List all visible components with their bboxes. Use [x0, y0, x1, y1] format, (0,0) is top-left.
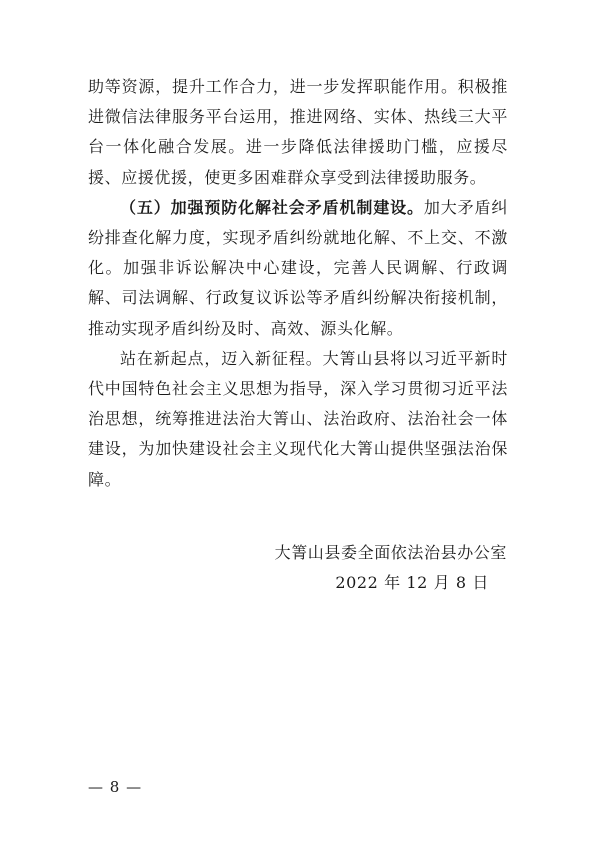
paragraph-2	[88, 193, 508, 344]
paragraph-1-text: 助等资源，提升工作合力，进一步发挥职能作用。积极推进微信法律服务平台运用，推进网络、实体、热线三大平台一体化融合发展。进一步降低法律援助门槛，应援尽援、应援优援，使更多困难群众享受到法律援助服务。	[88, 77, 508, 187]
paragraph-3	[88, 344, 508, 495]
document-body	[88, 72, 508, 495]
signing-date: 2022 年 12 月 8 日	[335, 573, 489, 592]
section-heading-5: （五）加强预防化解社会矛盾机制建设。	[120, 197, 424, 217]
signing-organization: 大箐山县委全面依法治县办公室	[274, 543, 507, 562]
paragraph-2-text: 加大矛盾纠纷排查化解力度，实现矛盾纠纷就地化解、不上交、不激化。加强非诉讼解决中心建设，完善人民调解、行政调解、司法调解、行政复议诉讼等矛盾纠纷解决衔接机制，推动实现矛盾纠纷及时、高效、源头化解。	[88, 197, 508, 338]
paragraph-1	[88, 72, 508, 193]
signature-block	[275, 538, 507, 598]
page-number: — 8 —	[88, 778, 143, 796]
paragraph-3-text: 站在新起点，迈入新征程。大箐山县将以习近平新时代中国特色社会主义思想为指导，深入学习贯彻习近平法治思想，统筹推进法治大箐山、法治政府、法治社会一体建设，为加快建设社会主义现代化大箐山提供坚强法治保障。	[88, 348, 508, 489]
